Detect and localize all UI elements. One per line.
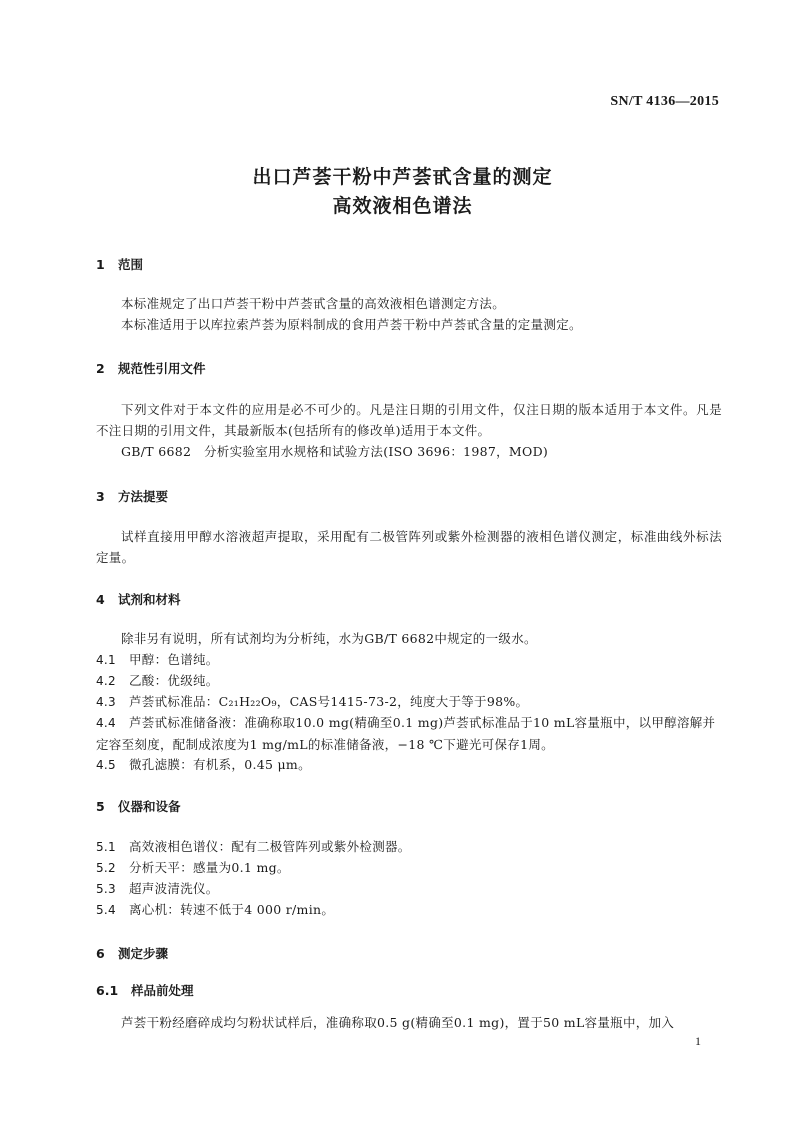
item-text: 芦荟甙标准储备液：准确称取10.0 mg(精确至0.1 mg)芦荟甙标准品于10 mL容量瓶中，以甲醇溶解并定容至刻度，配制成浓度为1 mg/mL的标准储备液，−18 ℃下避光可保存1周。	[96, 715, 716, 752]
subsection-number: 6.1	[96, 983, 119, 998]
section-number: 6	[96, 946, 105, 961]
section-number: 5	[96, 799, 105, 814]
item-text: 离心机：转速不低于4 000 r/min。	[129, 902, 335, 917]
item-number: 4.1	[96, 653, 116, 667]
section-number: 3	[96, 489, 105, 504]
section-title: 范围	[118, 257, 144, 272]
item-text: 超声波清洗仪。	[129, 881, 219, 896]
list-item	[96, 857, 722, 879]
item-number: 4.5	[96, 758, 116, 772]
reference-entry: GB/T 6682 分析实验室用水规格和试验方法(ISO 3696：1987，MOD)	[121, 444, 549, 459]
list-item	[96, 754, 722, 776]
item-text: 微孔滤膜：有机系，0.45 μm。	[129, 757, 311, 772]
item-number: 4.3	[96, 695, 116, 709]
document-subtitle: 高效液相色谱法	[332, 195, 473, 217]
list-item	[96, 836, 722, 858]
paragraph: 芦荟干粉经磨碎成均匀粉状试样后，准确称取0.5 g(精确至0.1 mg)，置于50 mL容量瓶中，加入	[121, 1015, 675, 1030]
item-number: 5.2	[96, 861, 116, 875]
list-item	[96, 712, 722, 755]
subsection-title: 样品前处理	[131, 983, 194, 998]
paragraph: 试样直接用甲醇水溶液超声提取，采用配有二极管阵列或紫外检测器的液相色谱仪测定，标准曲线外标法定量。	[96, 529, 722, 565]
section-heading-normative-references	[96, 359, 206, 377]
document-title: 出口芦荟干粉中芦荟甙含量的测定	[252, 166, 553, 188]
section-title: 测定步骤	[118, 946, 169, 961]
section-heading-procedure	[96, 944, 168, 962]
item-text: 高效液相色谱仪：配有二极管阵列或紫外检测器。	[129, 839, 411, 854]
section-number: 1	[96, 257, 105, 272]
section-heading-method-summary	[96, 487, 168, 505]
list-item	[96, 899, 722, 921]
item-number: 4.4	[96, 716, 116, 730]
item-text: 分析天平：感量为0.1 mg。	[129, 860, 290, 875]
section-title: 仪器和设备	[118, 799, 181, 814]
item-number: 5.1	[96, 840, 116, 854]
paragraph: 下列文件对于本文件的应用是必不可少的。凡是注日期的引用文件，仅注日期的版本适用于本文件。凡是不注日期的引用文件，其最新版本(包括所有的修改单)适用于本文件。	[96, 402, 722, 438]
item-text: 乙酸：优级纯。	[129, 673, 219, 688]
section-heading-apparatus	[96, 797, 181, 815]
paragraph: 除非另有说明，所有试剂均为分析纯，水为GB/T 6682中规定的一级水。	[121, 631, 537, 646]
section-heading-reagents	[96, 590, 181, 608]
standard-code: SN/T 4136—2015	[610, 94, 719, 109]
list-item	[96, 670, 722, 692]
item-text: 甲醇：色谱纯。	[129, 652, 219, 667]
item-number: 5.3	[96, 882, 116, 896]
subsection-heading-sample-preparation	[96, 981, 194, 999]
section-title: 规范性引用文件	[118, 361, 206, 376]
section-heading-scope	[96, 255, 143, 273]
section-number: 4	[96, 592, 105, 607]
section-title: 试剂和材料	[118, 592, 181, 607]
paragraph: 本标准规定了出口芦荟干粉中芦荟甙含量的高效液相色谱测定方法。	[121, 296, 506, 311]
page-number: 1	[695, 1034, 701, 1048]
paragraph: 本标准适用于以库拉索芦荟为原料制成的食用芦荟干粉中芦荟甙含量的定量测定。	[121, 317, 582, 332]
list-item	[96, 649, 722, 671]
item-number: 4.2	[96, 674, 116, 688]
item-text: 芦荟甙标准品：C₂₁H₂₂O₉，CAS号1415-73-2，纯度大于等于98%。	[129, 694, 529, 709]
section-title: 方法提要	[118, 489, 169, 504]
list-item	[96, 878, 722, 900]
list-item	[96, 691, 722, 713]
section-number: 2	[96, 361, 105, 376]
item-number: 5.4	[96, 903, 116, 917]
